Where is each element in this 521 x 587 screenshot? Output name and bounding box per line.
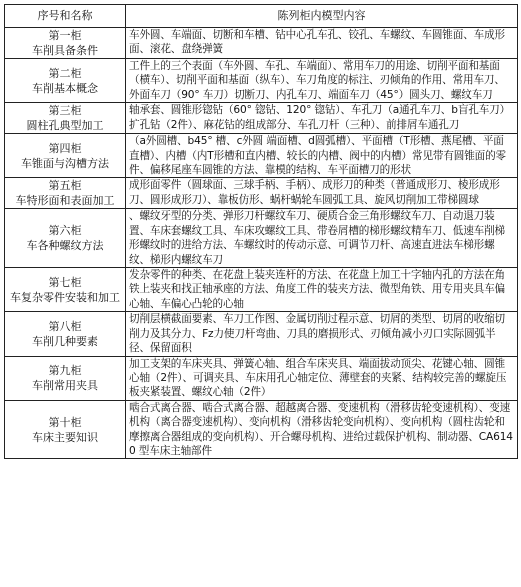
cabinet-title: 车特形面和表面加工	[15, 194, 115, 208]
cabinet-title: 车各种螺纹方法	[26, 239, 104, 253]
cabinet-title: 车床主要知识	[32, 430, 98, 444]
table-header-row	[5, 5, 518, 28]
cabinet-number: 第六柜	[48, 224, 82, 238]
cabinet-title: 车削常用夹具	[32, 379, 98, 393]
cabinet-title: 车削几种要素	[32, 334, 98, 348]
cabinet-number: 第三柜	[48, 104, 82, 118]
table-row	[5, 268, 518, 312]
table-row	[5, 400, 518, 459]
cabinet-content: 工件上的三个表面（车外圆、车孔、车端面）、常用车刀的用途、切削平面和基面（横车）、切削平面和基面（纵车）、车刀角度的标注、刃倾角的作用、常用车刀、外面车刀（90° 车刀）切断刀、内孔车刀、端面车刀（45°）圆头刀、螺纹车刀	[126, 59, 518, 103]
cabinet-title: 车削基本概念	[32, 81, 98, 95]
cabinet-content: 成形面零件（圆球面、三球手柄、手柄）、成形刀的种类（普通成形刀、棱形成形刀、圆形成形刀）、靠板仿形、蜗杆蜗轮车圆弧工具、旋风切削加工带梯圆球	[126, 178, 518, 209]
table-row	[5, 178, 518, 209]
table-row	[5, 103, 518, 134]
table-row	[5, 312, 518, 356]
cabinet-number: 第二柜	[48, 66, 82, 80]
table-row	[5, 59, 518, 103]
cabinet-number: 第一柜	[48, 29, 82, 42]
cabinet-name-cell	[5, 356, 126, 400]
cabinet-content: 、螺纹牙型的分类、弹形刀杆螺纹车刀、硬质合金三角形螺纹车刀、自动退刀装置、车床套螺纹工具、车床攻螺纹工具、带卷屑槽的梯形螺纹精车刀、低速车削梯形螺纹时的进给方法、车螺纹时的传动示意、可调节刀杆、高速直进法车梯形螺纹、梯形内螺纹车刀	[126, 209, 518, 268]
cabinet-name-cell	[5, 312, 126, 356]
cabinet-content: 加工支架的车床夹具、弹簧心轴、组合车床夹具、端面拔动顶尖、花键心轴、圆锥心轴（2件）、可调夹具、车床用孔心轴定位、薄壁套的夹紧、结构较完善的螺旋压板夹紧装置、螺纹心轴（2件）	[126, 356, 518, 400]
cabinet-content: 切削层横截面要素、车刀工作图、金属切削过程示意、切屑的类型、切屑的收缩切削力及其分力、Fz力使刀杆弯曲、刀具的磨损形式、刃倾角减小刃口实际圆弧半径、保留面积	[126, 312, 518, 356]
table-row	[5, 134, 518, 178]
cabinet-title: 车削具备条件	[32, 44, 98, 57]
cabinet-name-cell	[5, 268, 126, 312]
cabinet-title: 圆柱孔典型加工	[26, 119, 104, 133]
cabinet-number: 第五柜	[48, 179, 82, 193]
exhibit-cabinet-table	[4, 4, 518, 459]
header-name-column: 序号和名称	[5, 5, 126, 28]
table-row	[5, 209, 518, 268]
cabinet-number: 第八柜	[48, 319, 82, 333]
cabinet-content: 车外圆、车端面、切断和车槽、钻中心孔车孔、铰孔、车螺纹、车圆锥面、车成形面、滚花、盘绕弹簧	[126, 28, 518, 59]
cabinet-content: 发杂零件的种类、在花盘上装夹连杆的方法、在花盘上加工十字轴内孔的方法在角铁上装夹和找正轴承座的方法、角度工件的装夹方法、微型角铁、用专用夹具车偏心轴、车偏心凸轮的心轴	[126, 268, 518, 312]
cabinet-name-cell	[5, 28, 126, 59]
header-content-column: 陈列柜内模型内容	[126, 5, 518, 28]
cabinet-content: （a外圆槽、b45° 槽、c外圆 端面槽、d圆弧槽）、平面槽（T形槽、燕尾槽、平面直槽）、内槽（内T形槽和直内槽、较长的内槽、阀中的内槽）常见带有圆锥面的零件、偏移尾座车圆锥的方法、靠模的结构、车平面槽刀的形状	[126, 134, 518, 178]
cabinet-title: 车复杂零件安装和加工	[10, 290, 120, 304]
cabinet-number: 第九柜	[48, 364, 82, 378]
cabinet-name-cell	[5, 400, 126, 459]
table-row	[5, 356, 518, 400]
cabinet-number: 第十柜	[48, 415, 82, 429]
cabinet-name-cell	[5, 134, 126, 178]
cabinet-number: 第四柜	[48, 141, 82, 155]
cabinet-name-cell	[5, 178, 126, 209]
cabinet-content: 啮合式离合器、啮合式离合器、超越离合器、变速机构（滑移齿轮变速机构）、变速机构（离合器变速机构）、变向机构（滑移齿轮变向机构）、变向机构（圆柱齿轮和摩擦离合器组成的变向机构）、开合螺母机构、进给过载保护机构、制动器、CA6140 型车床主轴部件	[126, 400, 518, 459]
cabinet-name-cell	[5, 59, 126, 103]
cabinet-name-cell	[5, 209, 126, 268]
table-row	[5, 28, 518, 59]
cabinet-number: 第七柜	[48, 275, 82, 289]
cabinet-content: 轴承套、圆锥形锪钻（60° 锪钻、120° 锪钻）、车孔刀（a通孔车刀、b盲孔车刀）扩孔钻（2件）、麻花钻的组成部分、车孔刀杆（三种）、前排屑车通孔刀	[126, 103, 518, 134]
cabinet-title: 车锥面与沟槽方法	[21, 156, 109, 170]
cabinet-name-cell	[5, 103, 126, 134]
